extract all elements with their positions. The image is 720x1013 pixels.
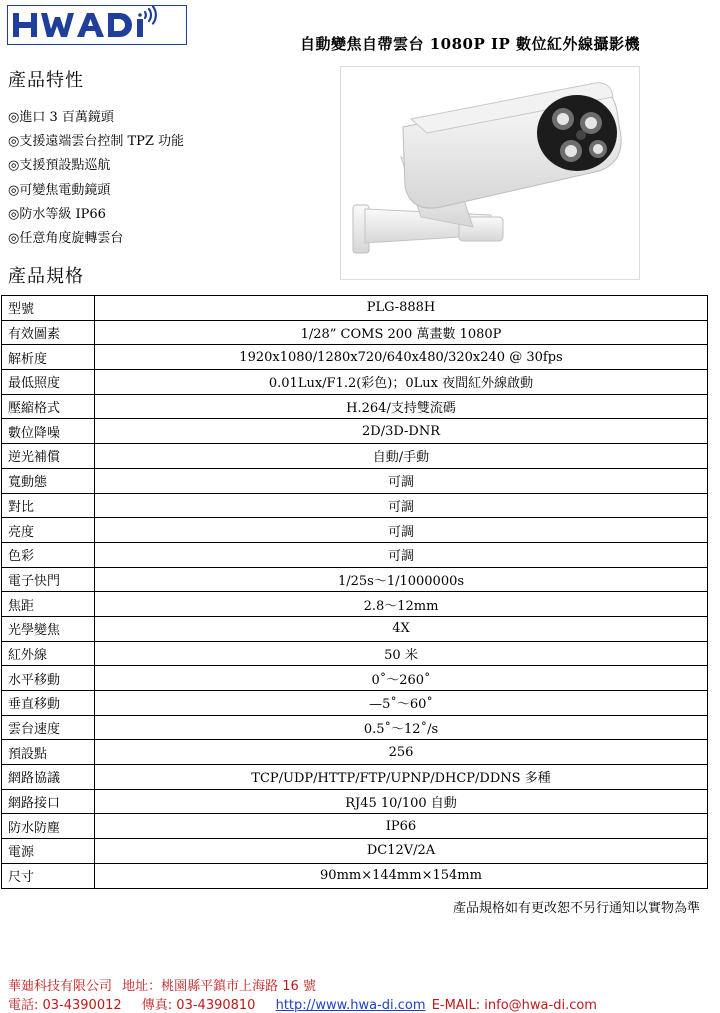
table-row	[2, 419, 708, 444]
logo-text: HWADI	[7, 5, 11, 6]
table-row	[2, 740, 708, 765]
spec-value: IP66	[95, 814, 708, 839]
spec-value: 1/28” COMS 200 萬畫數 1080P	[95, 320, 708, 345]
table-row	[2, 542, 708, 567]
table-row	[2, 567, 708, 592]
table-row	[2, 444, 708, 469]
spec-value: 1920x1080/1280x720/640x480/320x240 @ 30fps	[95, 345, 708, 370]
spec-value: 0˚～260˚	[95, 666, 708, 691]
spec-value: 1/25s～1/1000000s	[95, 567, 708, 592]
spec-value: 256	[95, 740, 708, 765]
spec-label: 對比	[2, 493, 95, 518]
spec-value: —5˚～60˚	[95, 691, 708, 716]
table-row	[2, 296, 708, 321]
table-row	[2, 666, 708, 691]
table-row	[2, 320, 708, 345]
feature-item: ◎防水等級 IP66	[8, 206, 106, 222]
footer-contact-line	[8, 994, 597, 1013]
spec-label: 亮度	[2, 518, 95, 543]
table-row	[2, 863, 708, 888]
spec-label: 壓縮格式	[2, 394, 95, 419]
spec-value: 可調	[95, 518, 708, 543]
spec-label: 電源	[2, 839, 95, 864]
spec-label: 防水防塵	[2, 814, 95, 839]
email-address: E-MAIL: info@hwa-di.com	[431, 998, 597, 1013]
spec-value: 0.5˚～12˚/s	[95, 715, 708, 740]
spec-label: 預設點	[2, 740, 95, 765]
table-row	[2, 345, 708, 370]
spec-value: 2D/3D-DNR	[95, 419, 708, 444]
footer-company-line	[8, 975, 316, 994]
spec-label: 型號	[2, 296, 95, 321]
feature-item: ◎支援遠端雲台控制 TPZ 功能	[8, 134, 185, 150]
spec-label: 尺寸	[2, 863, 95, 888]
spec-value: 自動/手動	[95, 444, 708, 469]
table-row	[2, 691, 708, 716]
spec-label: 解析度	[2, 345, 95, 370]
table-row	[2, 789, 708, 814]
spec-value: 可調	[95, 542, 708, 567]
spec-value: RJ45 10/100 自動	[95, 789, 708, 814]
company-address: 地址：桃園縣平鎮市上海路 16 號	[122, 979, 316, 994]
hwadi-logo	[7, 5, 187, 45]
table-row	[2, 715, 708, 740]
product-title: 自動變焦自帶雲台 1080P IP 數位紅外線攝影機	[300, 35, 640, 53]
spec-value: 4X	[95, 616, 708, 641]
table-row	[2, 641, 708, 666]
spec-label: 逆光補償	[2, 444, 95, 469]
company-name: 華廸科技有限公司	[8, 979, 113, 994]
fax-number: 傳真: 03-4390810	[141, 998, 256, 1013]
spec-label: 垂直移動	[2, 691, 95, 716]
specs-table	[1, 295, 708, 889]
feature-item: ◎支援預設點巡航	[8, 158, 111, 174]
spec-label: 色彩	[2, 542, 95, 567]
feature-item: ◎任意角度旋轉雲台	[8, 230, 124, 246]
table-row	[2, 493, 708, 518]
table-row	[2, 468, 708, 493]
spec-value: 90mm×144mm×154mm	[95, 863, 708, 888]
table-row	[2, 394, 708, 419]
table-row	[2, 839, 708, 864]
table-row	[2, 592, 708, 617]
table-row	[2, 814, 708, 839]
spec-value: 可調	[95, 493, 708, 518]
spec-value: 50 米	[95, 641, 708, 666]
table-row	[2, 765, 708, 790]
website-link[interactable]: http://www.hwa-di.com	[275, 998, 426, 1013]
specs-heading: 產品規格	[8, 266, 84, 287]
camera-product-photo	[340, 66, 640, 280]
spec-value: PLG-888H	[95, 296, 708, 321]
spec-value: 2.8～12mm	[95, 592, 708, 617]
features-heading: 產品特性	[8, 70, 84, 91]
spec-value: 0.01Lux/F1.2(彩色)；0Lux 夜間紅外線啟動	[95, 370, 708, 395]
spec-value: 可調	[95, 468, 708, 493]
spec-value: TCP/UDP/HTTP/FTP/UPNP/DHCP/DDNS 多種	[95, 765, 708, 790]
spec-label: 有效圖素	[2, 320, 95, 345]
spec-label: 網路協議	[2, 765, 95, 790]
spec-label: 雲台速度	[2, 715, 95, 740]
feature-item: ◎進口 3 百萬鏡頭	[8, 110, 114, 125]
spec-label: 水平移動	[2, 666, 95, 691]
phone-number: 電話: 03-4390012	[8, 998, 122, 1013]
spec-label: 光學變焦	[2, 616, 95, 641]
spec-label: 電子快門	[2, 567, 95, 592]
spec-disclaimer: 產品規格如有更改恕不另行通知以實物為準	[452, 901, 700, 916]
table-row	[2, 370, 708, 395]
spec-value: H.264/支持雙流碼	[95, 394, 708, 419]
table-row	[2, 616, 708, 641]
spec-value: DC12V/2A	[95, 839, 708, 864]
spec-label: 寬動態	[2, 468, 95, 493]
feature-item: ◎可變焦電動鏡頭	[8, 182, 111, 198]
spec-label: 紅外線	[2, 641, 95, 666]
spec-label: 數位降噪	[2, 419, 95, 444]
table-row	[2, 518, 708, 543]
features-list	[8, 106, 184, 251]
spec-label: 最低照度	[2, 370, 95, 395]
spec-label: 網路接口	[2, 789, 95, 814]
spec-label: 焦距	[2, 592, 95, 617]
